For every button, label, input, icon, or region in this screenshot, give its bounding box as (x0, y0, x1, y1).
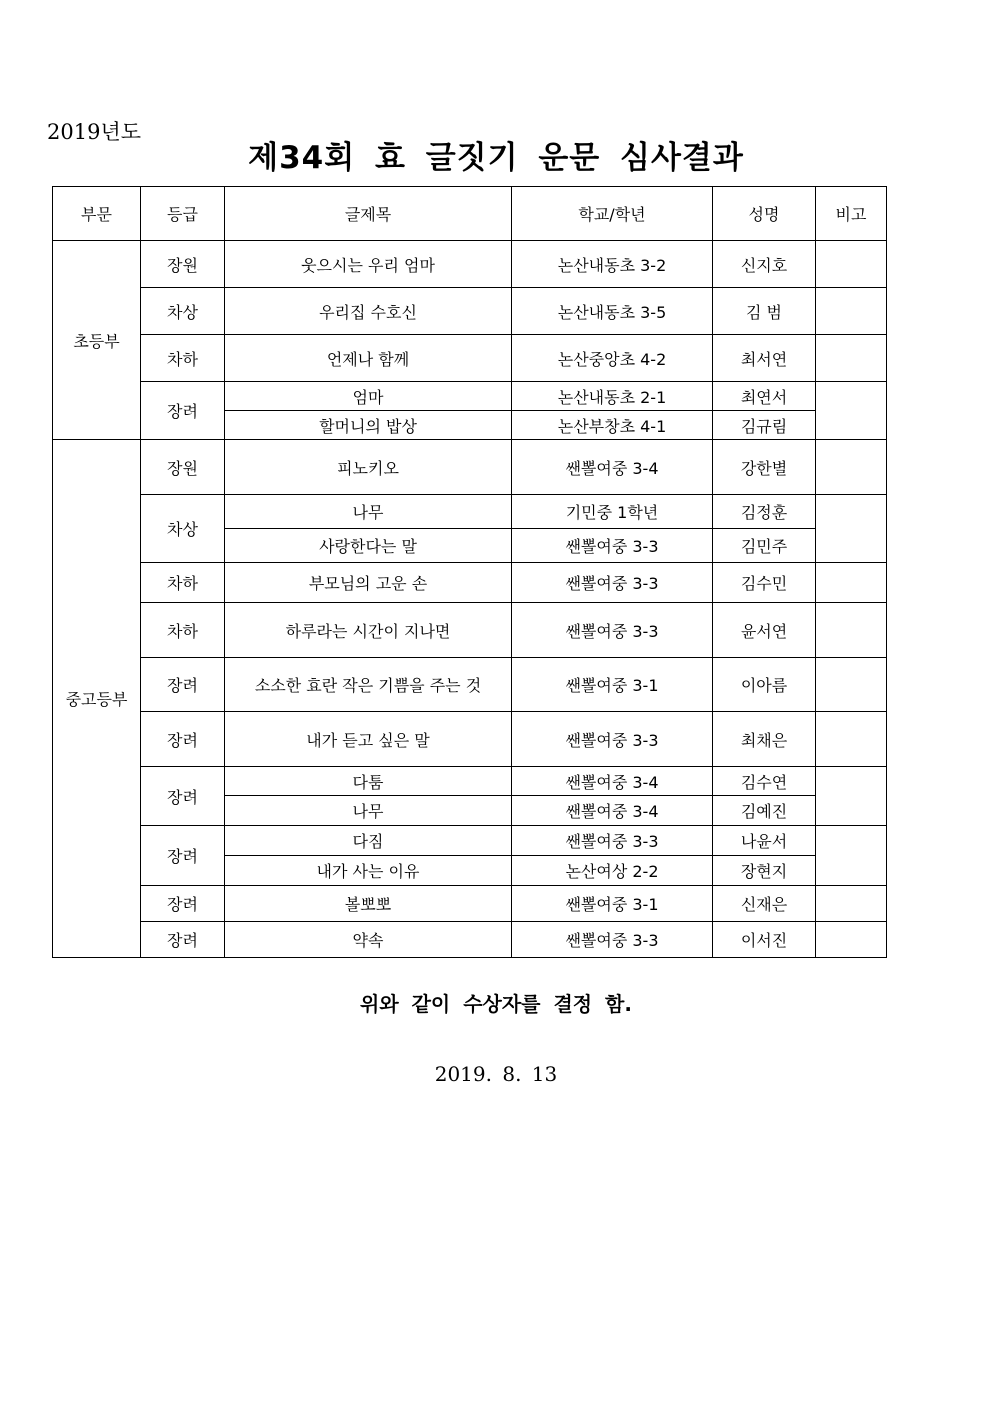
grade-cell: 장려 (141, 922, 225, 958)
school-cell: 쌘뽈여중 3-3 (512, 603, 713, 658)
name-cell: 신지호 (713, 241, 816, 288)
results-table (52, 186, 887, 958)
name-cell: 강한별 (713, 440, 816, 495)
name-cell: 김규림 (713, 411, 816, 440)
name-cell: 이아름 (713, 658, 816, 712)
header-division: 부문 (53, 187, 141, 241)
school-cell: 쌘뽈여중 3-3 (512, 922, 713, 958)
table-row (53, 288, 887, 335)
table-row (53, 767, 887, 796)
table-row (53, 563, 887, 603)
school-cell: 논산내동초 3-2 (512, 241, 713, 288)
title-cell: 약속 (225, 922, 512, 958)
grade-cell: 장원 (141, 241, 225, 288)
school-cell: 쌘뽈여중 3-3 (512, 563, 713, 603)
note-cell (816, 767, 887, 826)
grade-cell: 차하 (141, 563, 225, 603)
name-cell: 최연서 (713, 382, 816, 411)
title-cell: 내가 듣고 싶은 말 (225, 712, 512, 767)
grade-cell: 차하 (141, 603, 225, 658)
title-cell: 언제나 함께 (225, 335, 512, 382)
note-cell (816, 886, 887, 922)
header-row (53, 187, 887, 241)
table-row (53, 495, 887, 529)
title-cell: 엄마 (225, 382, 512, 411)
table-row (53, 826, 887, 856)
header-title: 글제목 (225, 187, 512, 241)
note-cell (816, 603, 887, 658)
header-name: 성명 (713, 187, 816, 241)
name-cell: 김수민 (713, 563, 816, 603)
header-note: 비고 (816, 187, 887, 241)
title-cell: 웃으시는 우리 엄마 (225, 241, 512, 288)
school-cell: 쌘뽈여중 3-4 (512, 796, 713, 826)
name-cell: 김정훈 (713, 495, 816, 529)
school-cell: 논산부창초 4-1 (512, 411, 713, 440)
note-cell (816, 922, 887, 958)
document-date: 2019. 8. 13 (434, 1062, 558, 1086)
note-cell (816, 288, 887, 335)
title-cell: 부모님의 고운 손 (225, 563, 512, 603)
note-cell (816, 563, 887, 603)
note-cell (816, 826, 887, 886)
title-cell: 내가 사는 이유 (225, 856, 512, 886)
table-row (53, 712, 887, 767)
school-cell: 논산내동초 3-5 (512, 288, 713, 335)
name-cell: 윤서연 (713, 603, 816, 658)
note-cell (816, 382, 887, 440)
title-cell: 다툼 (225, 767, 512, 796)
table-row (53, 922, 887, 958)
school-cell: 쌘뽈여중 3-3 (512, 826, 713, 856)
table-row (53, 241, 887, 288)
header-school: 학교/학년 (512, 187, 713, 241)
grade-cell: 차하 (141, 335, 225, 382)
page-title: 제34회 효 글짓기 운문 심사결과 (248, 140, 744, 176)
grade-cell: 장려 (141, 767, 225, 826)
school-cell: 기민중 1학년 (512, 495, 713, 529)
note-cell (816, 241, 887, 288)
table-row (53, 658, 887, 712)
note-cell (816, 335, 887, 382)
name-cell: 신재은 (713, 886, 816, 922)
title-cell: 나무 (225, 796, 512, 826)
school-cell: 쌘뽈여중 3-1 (512, 658, 713, 712)
school-cell: 쌘뽈여중 3-4 (512, 440, 713, 495)
school-cell: 쌘뽈여중 3-3 (512, 529, 713, 563)
name-cell: 김민주 (713, 529, 816, 563)
school-cell: 쌘뽈여중 3-3 (512, 712, 713, 767)
title-cell: 피노키오 (225, 440, 512, 495)
table-row (53, 886, 887, 922)
title-cell: 하루라는 시간이 지나면 (225, 603, 512, 658)
decision-statement: 위와 같이 수상자를 결정 함. (360, 992, 632, 1016)
table-row (53, 382, 887, 411)
note-cell (816, 658, 887, 712)
table-row (53, 603, 887, 658)
grade-cell: 차상 (141, 288, 225, 335)
year-label: 2019년도 (47, 120, 142, 144)
school-cell: 쌘뽈여중 3-4 (512, 767, 713, 796)
note-cell (816, 712, 887, 767)
title-cell: 볼뽀뽀 (225, 886, 512, 922)
name-cell: 나윤서 (713, 826, 816, 856)
name-cell: 김예진 (713, 796, 816, 826)
grade-cell: 차상 (141, 495, 225, 563)
grade-cell: 장려 (141, 658, 225, 712)
grade-cell: 장려 (141, 382, 225, 440)
grade-cell: 장려 (141, 826, 225, 886)
name-cell: 이서진 (713, 922, 816, 958)
grade-cell: 장려 (141, 712, 225, 767)
table-row (53, 440, 887, 495)
title-cell: 할머니의 밥상 (225, 411, 512, 440)
school-cell: 논산내동초 2-1 (512, 382, 713, 411)
title-cell: 소소한 효란 작은 기쁨을 주는 것 (225, 658, 512, 712)
school-cell: 쌘뽈여중 3-1 (512, 886, 713, 922)
name-cell: 최서연 (713, 335, 816, 382)
title-cell: 다짐 (225, 826, 512, 856)
note-cell (816, 440, 887, 495)
table-row (53, 335, 887, 382)
title-cell: 나무 (225, 495, 512, 529)
name-cell: 장현지 (713, 856, 816, 886)
header-grade: 등급 (141, 187, 225, 241)
name-cell: 김수연 (713, 767, 816, 796)
note-cell (816, 495, 887, 563)
title-cell: 우리집 수호신 (225, 288, 512, 335)
division-cell-elementary: 초등부 (53, 241, 141, 440)
grade-cell: 장려 (141, 886, 225, 922)
school-cell: 논산여상 2-2 (512, 856, 713, 886)
name-cell: 최채은 (713, 712, 816, 767)
title-cell: 사랑한다는 말 (225, 529, 512, 563)
division-cell-secondary: 중고등부 (53, 440, 141, 958)
school-cell: 논산중앙초 4-2 (512, 335, 713, 382)
grade-cell: 장원 (141, 440, 225, 495)
name-cell: 김 범 (713, 288, 816, 335)
